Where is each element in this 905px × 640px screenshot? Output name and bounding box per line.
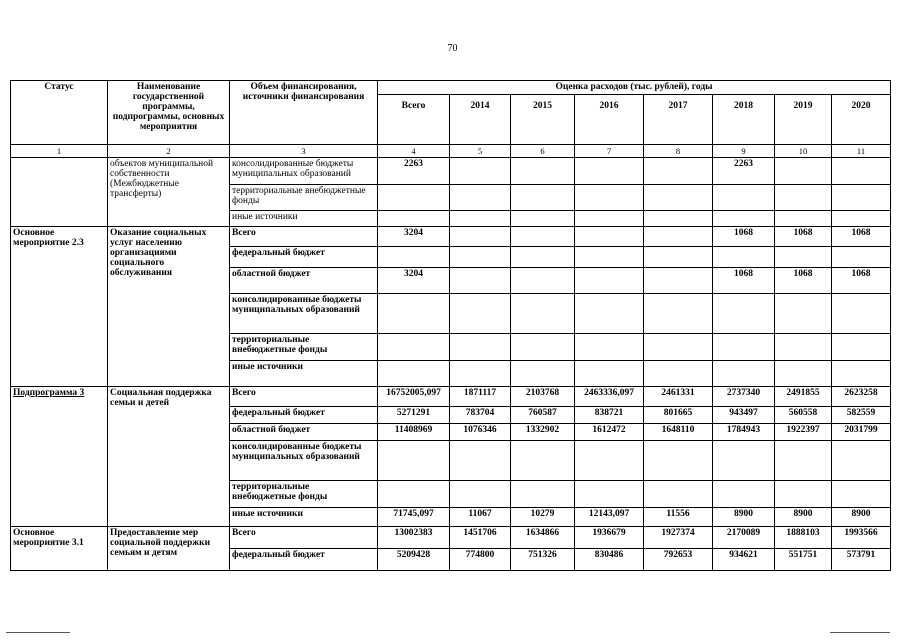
value-cell [450, 268, 511, 294]
value-cell [832, 247, 891, 268]
value-cell: 1922397 [775, 424, 832, 441]
value-cell [775, 334, 832, 361]
value-cell [575, 481, 644, 508]
value-cell: 943497 [713, 407, 775, 424]
value-cell [575, 294, 644, 334]
table-row [11, 527, 891, 549]
value-cell: 2463336,097 [575, 387, 644, 407]
value-cell: 2263 [378, 158, 450, 185]
value-cell [832, 294, 891, 334]
group-status: Основное мероприятие 2.3 [11, 227, 108, 387]
value-cell [378, 334, 450, 361]
value-cell [644, 334, 713, 361]
value-cell [775, 481, 832, 508]
financing-source: иные источники [230, 361, 378, 387]
value-cell [713, 481, 775, 508]
value-cell [775, 185, 832, 211]
value-cell [713, 247, 775, 268]
value-cell [450, 185, 511, 211]
header-year-2019: 2019 [775, 95, 832, 145]
column-number: 1 [11, 145, 108, 158]
financing-source: иные источники [230, 211, 378, 227]
value-cell [832, 334, 891, 361]
value-cell [775, 361, 832, 387]
value-cell [511, 294, 575, 334]
value-cell: 1068 [832, 268, 891, 294]
header-year-2020: 2020 [832, 95, 891, 145]
value-cell: 1068 [832, 227, 891, 247]
value-cell: 8900 [832, 508, 891, 527]
value-cell: 2623258 [832, 387, 891, 407]
column-number: 5 [450, 145, 511, 158]
value-cell [644, 294, 713, 334]
value-cell: 934621 [713, 549, 775, 571]
value-cell [575, 185, 644, 211]
financing-source: консолидированные бюджеты муниципальных образований [230, 158, 378, 185]
value-cell [644, 268, 713, 294]
value-cell: 8900 [775, 508, 832, 527]
budget-table [10, 80, 891, 571]
financing-source: Всего [230, 387, 378, 407]
group-name: Оказание социальных услуг населению организациями социального обслуживания [108, 227, 230, 387]
value-cell [511, 185, 575, 211]
value-cell: 1888103 [775, 527, 832, 549]
value-cell [644, 481, 713, 508]
value-cell: 12143,097 [575, 508, 644, 527]
value-cell: 792653 [644, 549, 713, 571]
value-cell [713, 211, 775, 227]
value-cell [832, 481, 891, 508]
value-cell [713, 294, 775, 334]
value-cell: 838721 [575, 407, 644, 424]
value-cell [450, 481, 511, 508]
value-cell: 1068 [775, 227, 832, 247]
financing-source: Всего [230, 527, 378, 549]
value-cell [644, 185, 713, 211]
column-number: 11 [832, 145, 891, 158]
value-cell: 2263 [713, 158, 775, 185]
group-name: Социальная поддержка семьи и детей [108, 387, 230, 527]
value-cell [575, 334, 644, 361]
header-year-2017: 2017 [644, 95, 713, 145]
value-cell: 3204 [378, 227, 450, 247]
value-cell [575, 361, 644, 387]
value-cell [378, 441, 450, 481]
value-cell: 1927374 [644, 527, 713, 549]
value-cell: 2737340 [713, 387, 775, 407]
value-cell: 1068 [713, 268, 775, 294]
scan-artifact-line [6, 632, 70, 633]
header-year-2014: 2014 [450, 95, 511, 145]
header-year-total: Всего [378, 95, 450, 145]
financing-source: территориальные внебюджетные фонды [230, 481, 378, 508]
value-cell [713, 185, 775, 211]
value-cell [511, 158, 575, 185]
value-cell [511, 268, 575, 294]
value-cell [775, 441, 832, 481]
value-cell: 1936679 [575, 527, 644, 549]
header-year-2015: 2015 [511, 95, 575, 145]
value-cell [832, 441, 891, 481]
table-row [11, 227, 891, 247]
value-cell [644, 211, 713, 227]
value-cell: 830486 [575, 549, 644, 571]
value-cell: 2461331 [644, 387, 713, 407]
value-cell [378, 481, 450, 508]
value-cell: 10279 [511, 508, 575, 527]
value-cell [644, 227, 713, 247]
value-cell: 1451706 [450, 527, 511, 549]
value-cell [511, 361, 575, 387]
value-cell: 3204 [378, 268, 450, 294]
value-cell [575, 268, 644, 294]
value-cell [450, 227, 511, 247]
value-cell [511, 247, 575, 268]
group-status: Подпрограмма 3 [11, 387, 108, 527]
value-cell [575, 158, 644, 185]
value-cell [832, 361, 891, 387]
value-cell [713, 334, 775, 361]
value-cell [378, 361, 450, 387]
value-cell: 16752005,097 [378, 387, 450, 407]
value-cell: 582559 [832, 407, 891, 424]
value-cell [378, 294, 450, 334]
value-cell: 5209428 [378, 549, 450, 571]
value-cell: 1784943 [713, 424, 775, 441]
column-number: 6 [511, 145, 575, 158]
column-number: 2 [108, 145, 230, 158]
value-cell [575, 227, 644, 247]
value-cell: 560558 [775, 407, 832, 424]
value-cell [775, 211, 832, 227]
value-cell [511, 441, 575, 481]
value-cell: 774800 [450, 549, 511, 571]
group-name: объектов муниципальной собственности (Межбюджетные трансферты) [108, 158, 230, 227]
value-cell [644, 158, 713, 185]
column-number: 4 [378, 145, 450, 158]
value-cell: 71745,097 [378, 508, 450, 527]
page-number: 70 [447, 43, 458, 54]
table-row [11, 158, 891, 185]
value-cell [644, 361, 713, 387]
financing-source: федеральный бюджет [230, 549, 378, 571]
value-cell [832, 211, 891, 227]
value-cell: 2491855 [775, 387, 832, 407]
value-cell [450, 158, 511, 185]
value-cell: 760587 [511, 407, 575, 424]
value-cell: 1648110 [644, 424, 713, 441]
value-cell: 2031799 [832, 424, 891, 441]
financing-source: консолидированные бюджеты муниципальных образований [230, 441, 378, 481]
header-status: Статус [11, 81, 108, 145]
value-cell [450, 247, 511, 268]
value-cell [775, 247, 832, 268]
value-cell: 2103768 [511, 387, 575, 407]
financing-source: Всего [230, 227, 378, 247]
value-cell [775, 158, 832, 185]
header-year-2016: 2016 [575, 95, 644, 145]
value-cell: 551751 [775, 549, 832, 571]
value-cell [575, 247, 644, 268]
value-cell: 783704 [450, 407, 511, 424]
value-cell: 1993566 [832, 527, 891, 549]
value-cell: 5271291 [378, 407, 450, 424]
group-status [11, 158, 108, 227]
value-cell [713, 361, 775, 387]
value-cell [378, 247, 450, 268]
value-cell: 573791 [832, 549, 891, 571]
header-year-2018: 2018 [713, 95, 775, 145]
financing-source: территориальные внебюджетные фонды [230, 334, 378, 361]
value-cell: 751326 [511, 549, 575, 571]
column-number-row [11, 145, 891, 158]
value-cell [450, 441, 511, 481]
value-cell: 8900 [713, 508, 775, 527]
value-cell [644, 247, 713, 268]
financing-source: федеральный бюджет [230, 407, 378, 424]
column-number: 10 [775, 145, 832, 158]
value-cell [511, 481, 575, 508]
value-cell: 1068 [775, 268, 832, 294]
value-cell [775, 294, 832, 334]
value-cell [378, 211, 450, 227]
value-cell: 801665 [644, 407, 713, 424]
value-cell [511, 334, 575, 361]
financing-source: федеральный бюджет [230, 247, 378, 268]
value-cell: 13002383 [378, 527, 450, 549]
group-status: Основное мероприятие 3.1 [11, 527, 108, 571]
value-cell [378, 185, 450, 211]
value-cell: 1332902 [511, 424, 575, 441]
value-cell [511, 227, 575, 247]
value-cell [832, 185, 891, 211]
value-cell [575, 211, 644, 227]
value-cell [575, 441, 644, 481]
column-number: 9 [713, 145, 775, 158]
value-cell: 1634866 [511, 527, 575, 549]
column-number: 3 [230, 145, 378, 158]
value-cell [511, 211, 575, 227]
value-cell [450, 361, 511, 387]
value-cell: 1871117 [450, 387, 511, 407]
value-cell [644, 441, 713, 481]
financing-source: консолидированные бюджеты муниципальных образований [230, 294, 378, 334]
table-row [11, 387, 891, 407]
group-name: Предоставление мер социальной поддержки семьям и детям [108, 527, 230, 571]
value-cell: 11408969 [378, 424, 450, 441]
value-cell [832, 158, 891, 185]
header-financing: Объем финансирования, источники финансирования [230, 81, 378, 145]
value-cell: 1076346 [450, 424, 511, 441]
header-program-name: Наименование государственной программы, подпрограммы, основных мероприятия [108, 81, 230, 145]
value-cell [713, 441, 775, 481]
value-cell: 2170089 [713, 527, 775, 549]
value-cell: 11067 [450, 508, 511, 527]
financing-source: иные источники [230, 508, 378, 527]
value-cell: 11556 [644, 508, 713, 527]
value-cell: 1068 [713, 227, 775, 247]
column-number: 7 [575, 145, 644, 158]
value-cell [450, 334, 511, 361]
scan-artifact-line [830, 632, 890, 633]
financing-source: областной бюджет [230, 424, 378, 441]
value-cell [450, 211, 511, 227]
value-cell [450, 294, 511, 334]
financing-source: областной бюджет [230, 268, 378, 294]
value-cell: 1612472 [575, 424, 644, 441]
financing-source: территориальные внебюджетные фонды [230, 185, 378, 211]
header-estimate: Оценка расходов (тыс. рублей), годы [378, 81, 891, 95]
column-number: 8 [644, 145, 713, 158]
